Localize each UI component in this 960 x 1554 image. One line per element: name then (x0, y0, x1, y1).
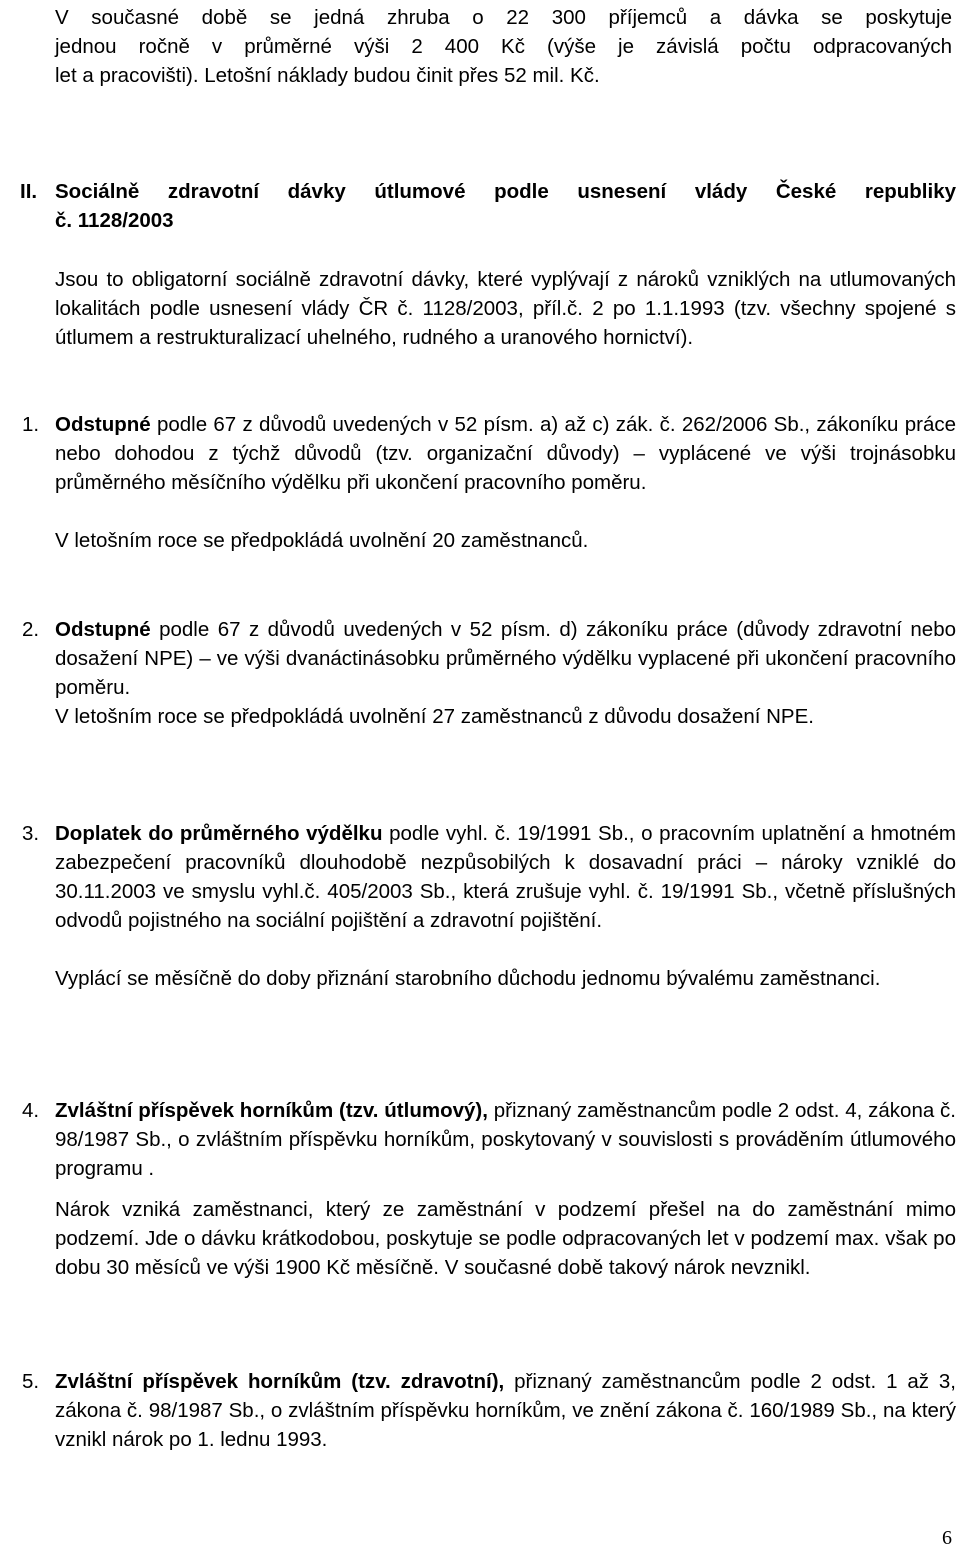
item-2 (55, 615, 956, 702)
item-3-note: Vyplácí se měsíčně do doby přiznání starobního důchodu jednomu bývalému zaměstnanci. (55, 967, 881, 990)
item-4 (55, 1096, 956, 1183)
item-4-title: Zvláštní příspěvek horníkům (tzv. útlumový), (55, 1099, 488, 1122)
item-3-title: Doplatek do průměrného výdělku (55, 822, 383, 845)
section-heading (55, 177, 956, 235)
intro-paragraph (55, 3, 952, 90)
item-5-title: Zvláštní příspěvek horníkům (tzv. zdravotní), (55, 1370, 505, 1393)
section-paragraph: Jsou to obligatorní sociálně zdravotní dávky, které vyplývají z nároků vzniklých na utlumovaných lokalitách podle usnesení vlády ČR č. 1128/2003, příl.č. 2 po 1.1.1993 (tzv. všechny spojené s útlumem a restrukturalizací uhelného, rudného a uranového hornictví). (55, 268, 956, 349)
item-4-number: 4. (22, 1099, 40, 1122)
item-3-text: podle vyhl. č. 19/1991 Sb., o pracovním uplatnění a hmotném zabezpečení pracovníků dlouhodobě nezpůsobilých k dosavadní práci – nároky vzniklé do 30.11.2003 ve smyslu vyhl.č. 405/2003 Sb., která zrušuje vyhl. č. 19/1991 Sb., včetně příslušných odvodů pojistného na sociální pojištění a zdravotní pojištění. (55, 822, 956, 932)
item-1-text: podle 67 z důvodů uvedených v 52 písm. a) až c) zák. č. 262/2006 Sb., zákoníku práce nebo dohodou z týchž důvodů (tzv. organizační důvody) – vyplácené ve výši trojnásobku průměrného měsíčního výdělku při ukončení pracovního poměru. (55, 413, 956, 494)
item-5 (55, 1367, 956, 1454)
item-2-number: 2. (22, 618, 40, 641)
item-2-title: Odstupné (55, 618, 151, 641)
item-3-number: 3. (22, 822, 40, 845)
item-1-title: Odstupné (55, 413, 151, 436)
section-heading-line-2: č. 1128/2003 (55, 209, 174, 232)
item-2-note: V letošním roce se předpokládá uvolnění 27 zaměstnanců z důvodu dosažení NPE. (55, 705, 814, 728)
section-numeral: II. (20, 180, 38, 203)
item-1 (55, 410, 956, 497)
item-5-number: 5. (22, 1370, 40, 1393)
intro-line-1: V současné době se jedná zhruba o 22 300 příjemců a dávka se poskytuje (55, 6, 952, 29)
item-5-text: přiznaný zaměstnancům podle 2 odst. 1 až 3, zákona č. 98/1987 Sb., o zvláštním příspěvku horníkům, ve znění zákona č. 160/1989 Sb., na který vznikl nárok po 1. lednu 1993. (55, 1370, 956, 1451)
section-heading-line-1: Sociálně zdravotní dávky útlumové podle usnesení vlády České republiky (55, 180, 956, 203)
intro-line-3: let a pracovišti). Letošní náklady budou činit přes 52 mil. Kč. (55, 64, 600, 87)
item-3 (55, 819, 956, 935)
item-4-text: přiznaný zaměstnancům podle 2 odst. 4, zákona č. 98/1987 Sb., o zvláštním příspěvku horníkům, poskytovaný v souvislosti s prováděním útlumového programu . (55, 1099, 956, 1180)
item-1-number: 1. (22, 413, 40, 436)
page-number: 6 (942, 1527, 952, 1549)
item-4-note: Nárok vzniká zaměstnanci, který ze zaměstnání v podzemí přešel na do zaměstnání mimo podzemí. Jde o dávku krátkodobou, poskytuje se podle odpracovaných let v podzemí max. však po dobu 30 měsíců ve výši 1900 Kč měsíčně. V současné době takový nárok nevznikl. (55, 1198, 956, 1279)
item-2-text: podle 67 z důvodů uvedených v 52 písm. d) zákoníku práce (důvody zdravotní nebo dosažení NPE) – ve výši dvanáctinásobku průměrného výdělku vyplacené při ukončení pracovního poměru. (55, 618, 956, 699)
intro-line-2: jednou ročně v průměrné výši 2 400 Kč (výše je závislá počtu odpracovaných (55, 35, 952, 58)
item-1-note: V letošním roce se předpokládá uvolnění 20 zaměstnanců. (55, 529, 589, 552)
